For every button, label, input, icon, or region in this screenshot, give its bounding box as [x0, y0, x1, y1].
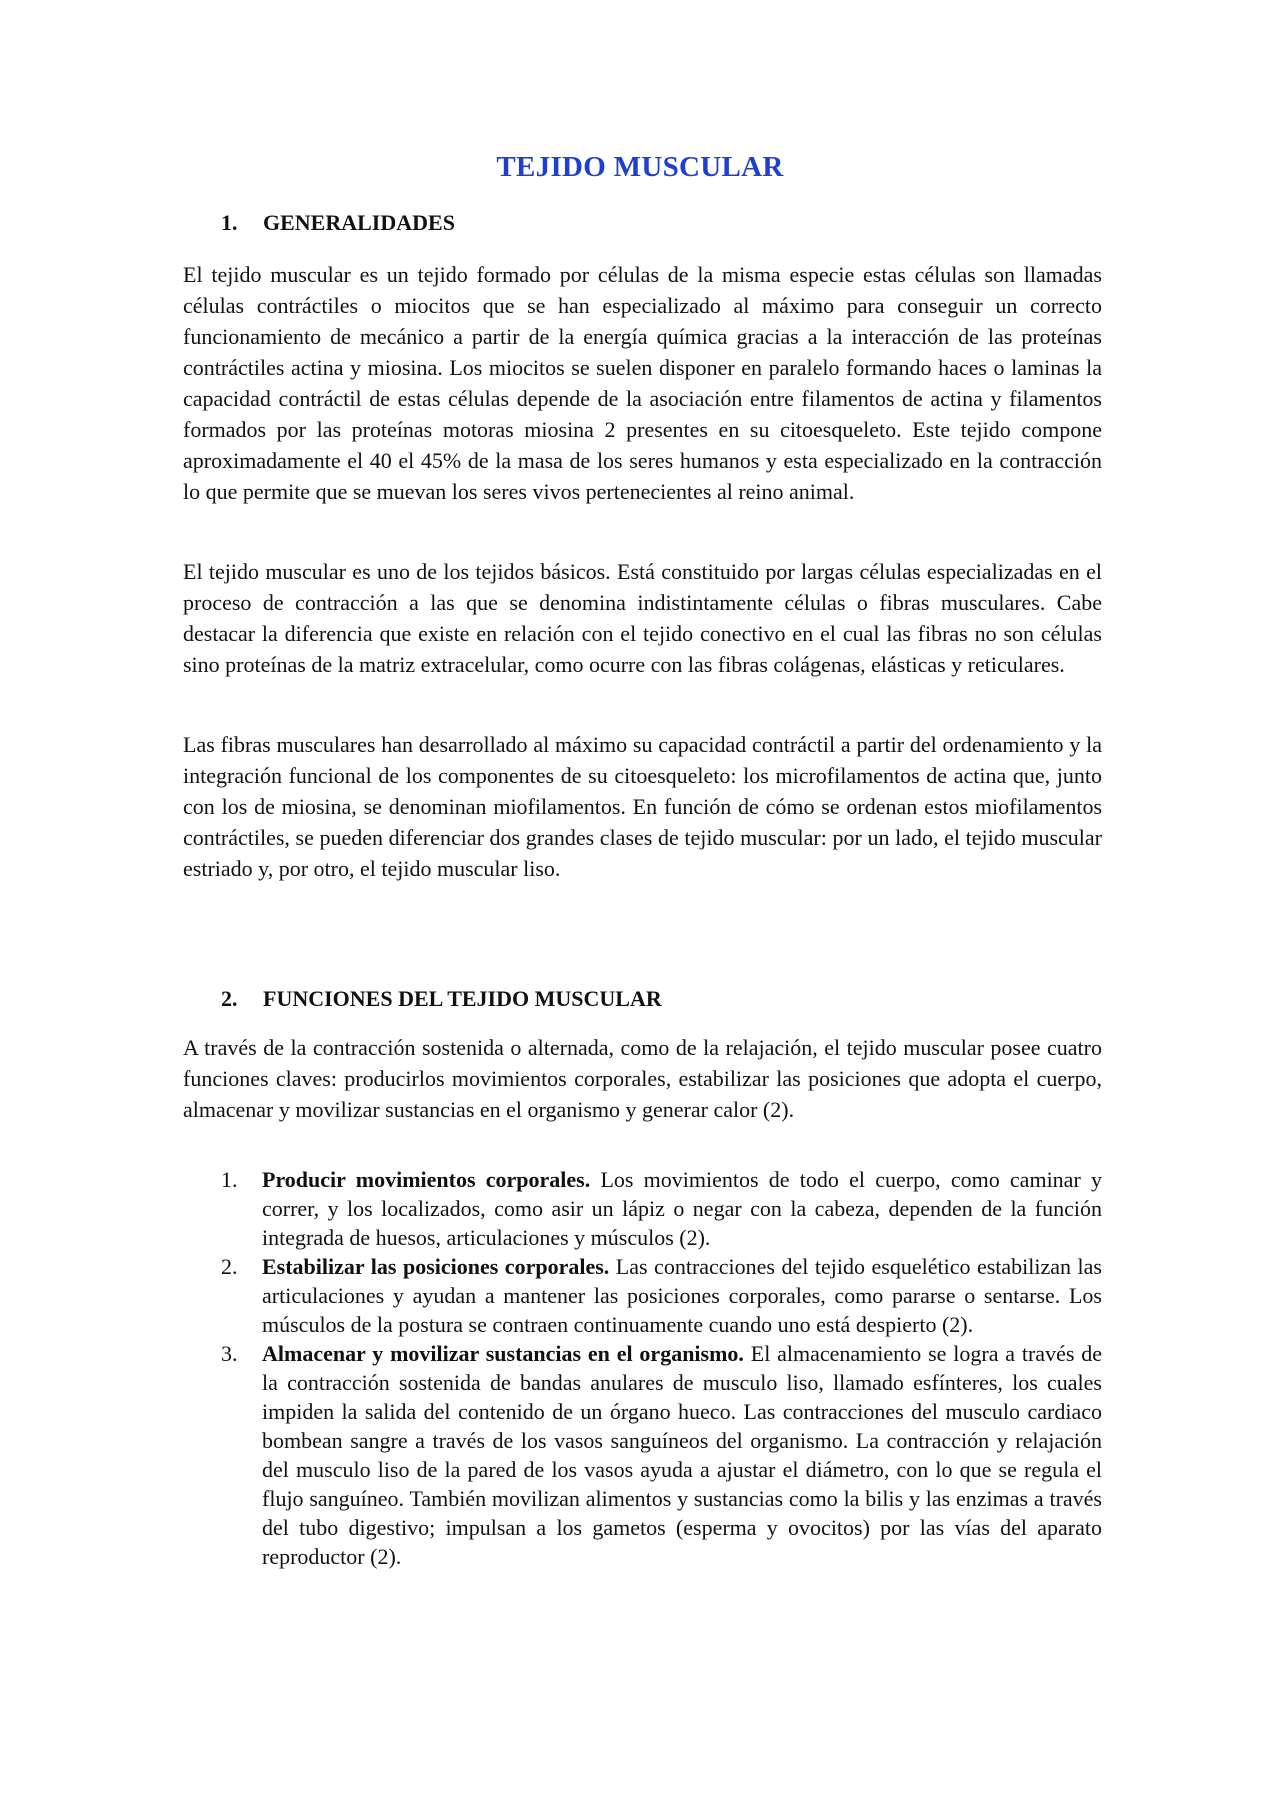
section-number: 1. — [221, 210, 238, 235]
paragraph: El tejido muscular es uno de los tejidos básicos. Está constituido por largas células especializadas en el proceso de contracción a las que se denomina indistintamente células o fibras musculares. Cabe destacar la diferencia que existe en relación con el tejido conectivo en el cual las fibras no son células sino proteínas de la matriz extracelular, como ocurre con las fibras colágenas, elásticas y reticulares. — [183, 559, 1102, 677]
paragraph: A través de la contracción sostenida o alternada, como de la relajación, el tejido muscular posee cuatro funciones claves: producirlos movimientos corporales, estabilizar las posiciones que adopta el cuerpo, almacenar y movilizar sustancias en el organismo y generar calor (2). — [183, 1035, 1102, 1122]
list-item-text: Los movimientos de todo el cuerpo, como caminar y correr, y los localizados, como asir un lápiz o negar con la cabeza, dependen de la función integrada de huesos, articulaciones y músculos (2). — [262, 1167, 1102, 1250]
list-item-title: Estabilizar las posiciones corporales. — [262, 1254, 610, 1279]
functions-list — [183, 1165, 1102, 1571]
section-heading-funciones — [221, 986, 662, 1012]
list-item — [183, 1165, 1102, 1252]
list-item-number: 1. — [221, 1167, 238, 1192]
list-item-title: Producir movimientos corporales. — [262, 1167, 591, 1192]
list-item — [183, 1252, 1102, 1339]
list-item-text: Las contracciones del tejido esquelético estabilizan las articulaciones y ayudan a mantener las posiciones corporales, como pararse o sentarse. Los músculos de la postura se contraen continuamente cuando uno está despierto (2). — [262, 1254, 1102, 1337]
list-item-text: El almacenamiento se logra a través de la contracción sostenida de bandas anulares de musculo liso, llamado esfínteres, los cuales impiden la salida del contenido de un órgano hueco. Las contracciones del musculo cardiaco bombean sangre a través de los vasos sanguíneos del organismo. La contracción y relajación del musculo liso de la pared de los vasos ayuda a ajustar el diámetro, con lo que se regula el flujo sanguíneo. También movilizan alimentos y sustancias como la bilis y las enzimas a través del tubo digestivo; impulsan a los gametos (esperma y ovocitos) por las vías del aparato reproductor (2). — [262, 1341, 1102, 1569]
list-item-number: 2. — [221, 1254, 238, 1279]
paragraph: El tejido muscular es un tejido formado por células de la misma especie estas células son llamadas células contráctiles o miocitos que se han especializado al máximo para conseguir un correcto funcionamiento de mecánico a partir de la energía química gracias a la interacción de las proteínas contráctiles actina y miosina. Los miocitos se suelen disponer en paralelo formando haces o laminas la capacidad contráctil de estas células depende de la asociación entre filamentos de actina y filamentos formados por las proteínas motoras miosina 2 presentes en su citoesqueleto. Este tejido compone aproximadamente el 40 el 45% de la masa de los seres humanos y esta especializado en la contracción lo que permite que se muevan los seres vivos pertenecientes al reino animal. — [183, 262, 1102, 504]
paragraph: Las fibras musculares han desarrollado al máximo su capacidad contráctil a partir del ordenamiento y la integración funcional de los componentes de su citoesqueleto: los microfilamentos de actina que, junto con los de miosina, se denominan miofilamentos. En función de cómo se ordenan estos miofilamentos contráctiles, se pueden diferenciar dos grandes clases de tejido muscular: por un lado, el tejido muscular estriado y, por otro, el tejido muscular liso. — [183, 732, 1102, 881]
document-title: TEJIDO MUSCULAR — [496, 151, 784, 183]
list-item-title: Almacenar y movilizar sustancias en el organismo. — [262, 1341, 744, 1366]
list-item-number: 3. — [221, 1341, 238, 1366]
section-heading-generalidades — [221, 210, 455, 236]
list-item — [183, 1339, 1102, 1571]
section-heading-text: GENERALIDADES — [263, 210, 455, 235]
section-number: 2. — [221, 986, 238, 1011]
section-heading-text: FUNCIONES DEL TEJIDO MUSCULAR — [263, 986, 662, 1011]
